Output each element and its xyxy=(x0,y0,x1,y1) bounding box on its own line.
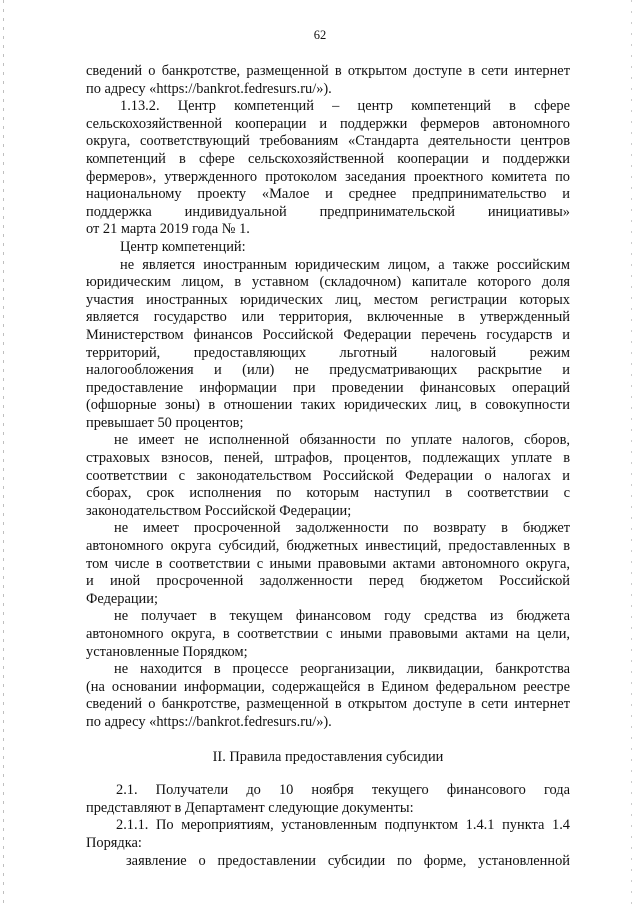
text-line: Федерации; xyxy=(86,590,158,607)
text-line: по адресу «https://bankrot.fedresurs.ru/»). xyxy=(86,80,332,97)
text-line: является государство или территория, включенные в утвержденный xyxy=(86,309,570,326)
text-line: налогообложения и (или) не предусматривающих раскрытие и xyxy=(86,362,570,379)
text-line: страховых взносов, пеней, штрафов, процентов, подлежащих уплате в xyxy=(86,450,570,467)
text-line: установленные Порядком; xyxy=(86,643,248,660)
page-number: 62 xyxy=(313,28,327,42)
text-line: участия иностранных юридических лиц, местом регистрации которых xyxy=(86,291,570,308)
text-line: 2.1. Получатели до 10 ноября текущего финансового года xyxy=(116,782,570,799)
text-line: соответствии с законодательством Российской Федерации о налогах и xyxy=(86,467,570,484)
text-line: сведений о банкротстве, размещенной в открытом доступе в сети интернет xyxy=(86,696,570,713)
text-line: законодательством Российской Федерации; xyxy=(86,502,352,519)
scan-edge-left xyxy=(3,0,4,905)
text-line: 2.1.1. По мероприятиям, установленным подпунктом 1.4.1 пункта 1.4 xyxy=(116,817,570,834)
text-line: юридическим лицом, в уставном (складочном) капитале которого доля xyxy=(86,274,570,291)
text-line: не имеет не исполненной обязанности по уплате налогов, сборов, xyxy=(114,432,570,449)
text-line: сельскохозяйственной кооперации и поддержки фермеров автономного xyxy=(86,115,570,132)
text-line: превышает 50 процентов; xyxy=(86,414,244,431)
section-heading: II. Правила предоставления субсидии xyxy=(212,748,444,765)
text-line: и иной просроченной задолженности перед бюджетом Российской xyxy=(86,573,570,590)
text-line: компетенций в сфере сельскохозяйственной кооперации и поддержки xyxy=(86,150,570,167)
text-line: предоставление информации при проведении финансовых операций xyxy=(86,379,570,396)
text-line: территорий, предоставляющих льготный налоговый режим xyxy=(86,344,570,361)
text-line: заявление о предоставлении субсидии по форме, установленной xyxy=(126,852,570,869)
text-line: сборах, срок исполнения по которым наступил в соответствии с xyxy=(86,485,570,502)
text-line: не получает в текущем финансовом году средства из бюджета xyxy=(114,608,570,625)
text-line: Центр компетенций: xyxy=(120,238,246,255)
text-line: Министерством финансов Российской Федерации перечень государств и xyxy=(86,326,570,343)
text-line: округа, соответствующий требованиям «Стандарта деятельности центров xyxy=(86,133,570,150)
text-line: фермеров», утвержденного протоколом заседания проектного комитета по xyxy=(86,168,570,185)
text-line: том числе в соответствии с иными правовыми актами автономного округа, xyxy=(86,555,570,572)
text-line: поддержка индивидуальной предпринимательской инициативы» xyxy=(86,203,570,220)
text-line: Порядка: xyxy=(86,834,142,851)
document-body xyxy=(86,63,570,870)
text-line: от 21 марта 2019 года № 1. xyxy=(86,221,250,238)
scan-edge-right xyxy=(631,0,632,905)
text-line: не является иностранным юридическим лицом, а также российским xyxy=(120,256,570,273)
text-line: не находится в процессе реорганизации, ликвидации, банкротства xyxy=(114,661,570,678)
text-line: (офшорные зоны) в отношении таких юридических лиц, в совокупности xyxy=(86,397,570,414)
text-line: автономного округа субсидий, бюджетных инвестиций, предоставленных в xyxy=(86,538,570,555)
text-line: сведений о банкротстве, размещенной в открытом доступе в сети интернет xyxy=(86,63,570,79)
text-line: национальному проекту «Малое и среднее предпринимательство и xyxy=(86,186,570,203)
text-line: 1.13.2. Центр компетенций – центр компетенций в сфере xyxy=(120,98,570,115)
text-line: по адресу «https://bankrot.fedresurs.ru/»). xyxy=(86,713,332,730)
text-line: представляют в Департамент следующие документы: xyxy=(86,799,414,816)
text-line: не имеет просроченной задолженности по возврату в бюджет xyxy=(114,520,570,537)
text-line: (на основании информации, содержащейся в Едином федеральном реестре xyxy=(86,678,570,695)
text-line: автономного округа, в соответствии с иными правовыми актами на цели, xyxy=(86,626,570,642)
